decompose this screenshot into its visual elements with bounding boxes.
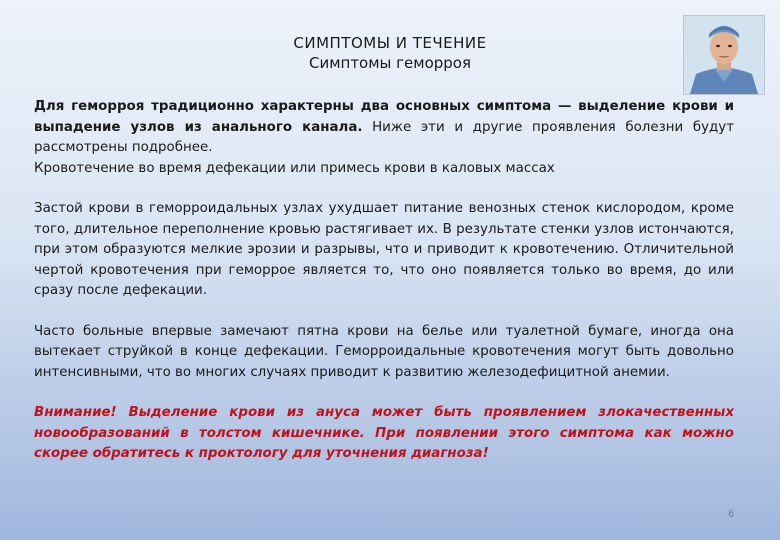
slide-header bbox=[0, 33, 780, 73]
slide-body bbox=[34, 97, 734, 465]
paragraph-bleeding-signs: Часто больные впервые замечают пятна крови на белье или туалетной бумаге, иногда она вытекает струйкой в конце дефекации. Геморроидальные кровотечения могут быть довольно интенсивными, что во многих случаях приводит к развитию железодефицитной анемии. bbox=[34, 323, 734, 380]
paragraph-bleeding-cause: Застой крови в геморроидальных узлах ухудшает питание венозных стенок кислородом, кроме того, длительное переполнение кровью растягивает их. В результате стенки узлов истончаются, при этом образуются мелкие эрозии и разрывы, что и приводит к кровотечению. Отличительной чертой кровотечения при геморрое является то, что оно появляется только во время, до или сразу после дефекации. bbox=[34, 201, 734, 298]
slide-title: СИМПТОМЫ И ТЕЧЕНИЕ bbox=[293, 34, 487, 52]
warning-note: Внимание! Выделение крови из ануса может быть проявлением злокачественных новообразований в толстом кишечнике. При появлении этого симптома как можно скорее обратитесь к проктологу для уточнения диагноза! bbox=[34, 405, 734, 461]
section-heading: Кровотечение во время дефекации или примесь крови в каловых массах bbox=[34, 160, 555, 176]
doctor-photo bbox=[683, 15, 765, 95]
intro-paragraph bbox=[34, 97, 734, 159]
doctor-portrait-image bbox=[684, 16, 764, 94]
page-number: 6 bbox=[728, 509, 735, 520]
intro-bold-text: Для геморроя традиционно характерны два основных симптома — выделение крови и выпадение узлов из анального канала. bbox=[34, 99, 734, 135]
intro-rest-text: Ниже эти и другие проявления болезни будут рассмотрены подробнее. bbox=[34, 119, 734, 155]
slide-subtitle: Симптомы геморроя bbox=[308, 54, 472, 72]
